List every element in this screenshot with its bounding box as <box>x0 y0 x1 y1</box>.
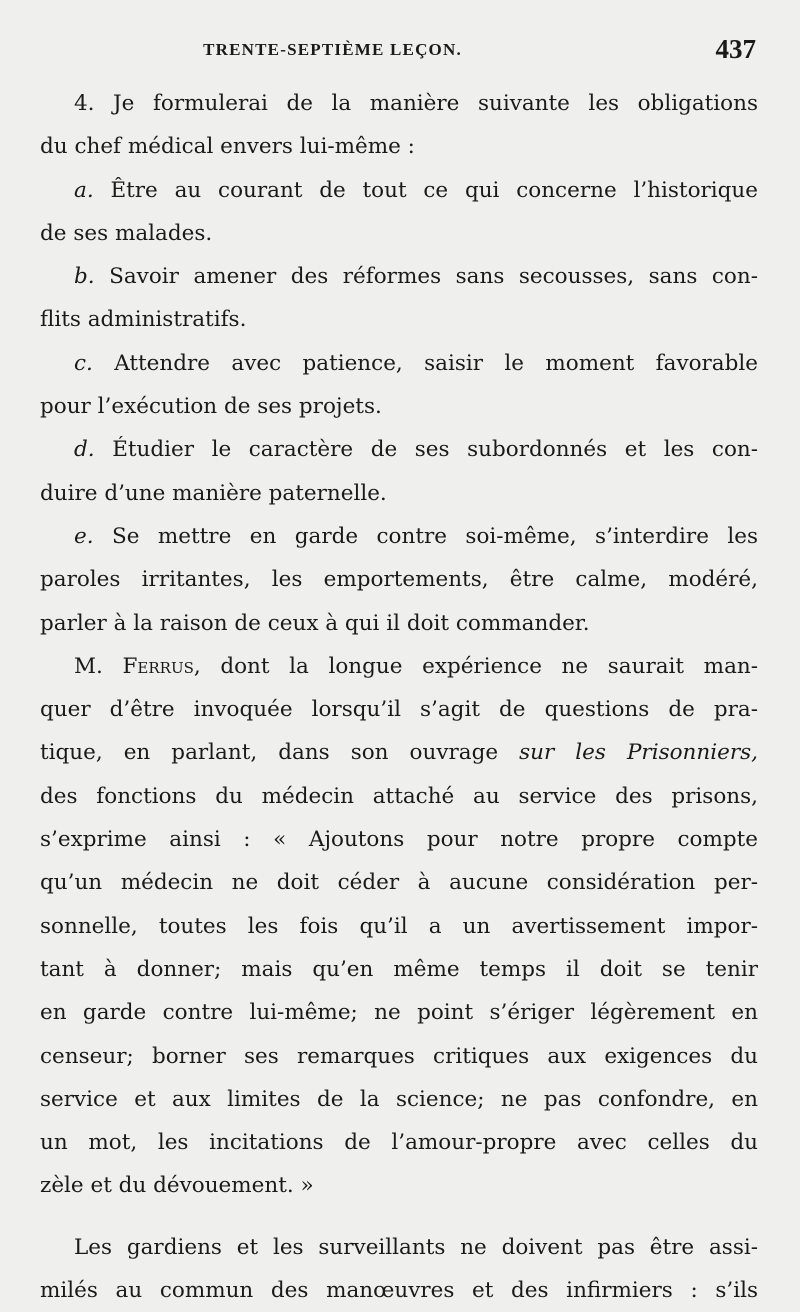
text-segment: a. <box>74 177 94 203</box>
text-line <box>40 775 758 818</box>
text-line <box>40 731 758 774</box>
text-segment: b. <box>74 264 95 290</box>
text-line <box>40 1121 758 1164</box>
text-segment: censeur; borner ses remarques critiques aux exigences du <box>40 1043 758 1069</box>
text-line <box>40 558 758 601</box>
text-line <box>40 602 758 645</box>
text-segment: Les gardiens et les surveillants ne doivent pas être assi- <box>74 1234 758 1260</box>
text-segment: paroles irritantes, les emportements, être calme, modéré, <box>40 567 758 593</box>
text-segment: , dont la longue expérience ne saurait man- <box>193 653 758 679</box>
text-line <box>40 169 758 212</box>
text-segment: en garde contre lui-même; ne point s’ériger légèrement en <box>40 1000 758 1026</box>
text-line <box>40 645 758 688</box>
text-segment: des fonctions du médecin attaché au service des prisons, <box>40 783 758 809</box>
text-line <box>40 1269 758 1312</box>
text-line <box>40 948 758 991</box>
running-head <box>40 34 758 68</box>
text-line <box>40 905 758 948</box>
text-segment: Étudier le caractère de ses subordonnés et les con- <box>94 437 758 463</box>
text-segment: de ses malades. <box>40 220 213 246</box>
text-line <box>40 1226 758 1269</box>
text-segment: service et aux limites de la science; ne pas confondre, en <box>40 1086 758 1112</box>
text-segment: Attendre avec patience, saisir le moment favorable <box>92 350 758 376</box>
text-segment: quer d’être invoquée lorsqu’il s’agit de questions de pra- <box>40 697 758 723</box>
text-line <box>40 1035 758 1078</box>
text-segment: tant à donner; mais qu’en même temps il doit se tenir <box>40 956 758 982</box>
text-segment: s’exprime ainsi : « Ajoutons pour notre propre compte <box>40 827 758 853</box>
text-segment: parler à la raison de ceux à qui il doit commander. <box>40 610 590 636</box>
text-segment: d. <box>74 437 95 463</box>
text-line <box>40 82 758 125</box>
text-segment: flits administratifs. <box>40 307 247 333</box>
text-segment: c. <box>74 350 93 376</box>
text-line <box>40 818 758 861</box>
text-segment: zèle et du dévouement. » <box>40 1173 314 1199</box>
text-segment: sur les Prisonniers, <box>519 740 758 766</box>
text-segment: M. <box>74 653 123 679</box>
text-segment: 4. Je formulerai de la manière suivante les obligations <box>74 91 758 116</box>
text-segment: sonnelle, toutes les fois qu’il a un avertissement impor- <box>40 913 758 939</box>
text-segment: tique, en parlant, dans son ouvrage <box>40 740 520 766</box>
text-line <box>40 991 758 1034</box>
text-line <box>40 125 758 168</box>
text-segment: Ferrus <box>122 653 194 679</box>
text-line <box>40 428 758 471</box>
text-line <box>40 1078 758 1121</box>
running-title: TRENTE-SEPTIÈME LEÇON. <box>203 40 462 59</box>
text-segment: milés au commun des manœuvres et des infirmiers : s’ils <box>40 1278 758 1304</box>
text-segment: pour l’exécution de ses projets. <box>40 394 382 420</box>
page-number: 437 <box>715 34 756 64</box>
text-line <box>40 342 758 385</box>
text-line <box>40 1164 758 1207</box>
text-segment: Se mettre en garde contre soi-même, s’interdire les <box>93 523 758 549</box>
text-line <box>40 472 758 515</box>
text-line <box>40 212 758 255</box>
text-line <box>40 688 758 731</box>
text-line <box>40 298 758 341</box>
text-segment: e. <box>74 523 94 549</box>
text-segment: duire d’une manière paternelle. <box>40 480 387 506</box>
text-segment: Savoir amener des réformes sans secousses, sans con- <box>94 264 758 290</box>
body-text <box>40 82 758 1312</box>
text-segment: qu’un médecin ne doit céder à aucune considération per- <box>40 870 758 896</box>
text-segment: un mot, les incitations de l’amour-propre avec celles du <box>40 1130 758 1156</box>
text-line <box>40 515 758 558</box>
text-line <box>40 255 758 298</box>
text-segment: Être au courant de tout ce qui concerne l’historique <box>93 177 758 203</box>
text-line <box>40 861 758 904</box>
text-line <box>40 385 758 428</box>
text-segment: du chef médical envers lui-même : <box>40 134 415 160</box>
